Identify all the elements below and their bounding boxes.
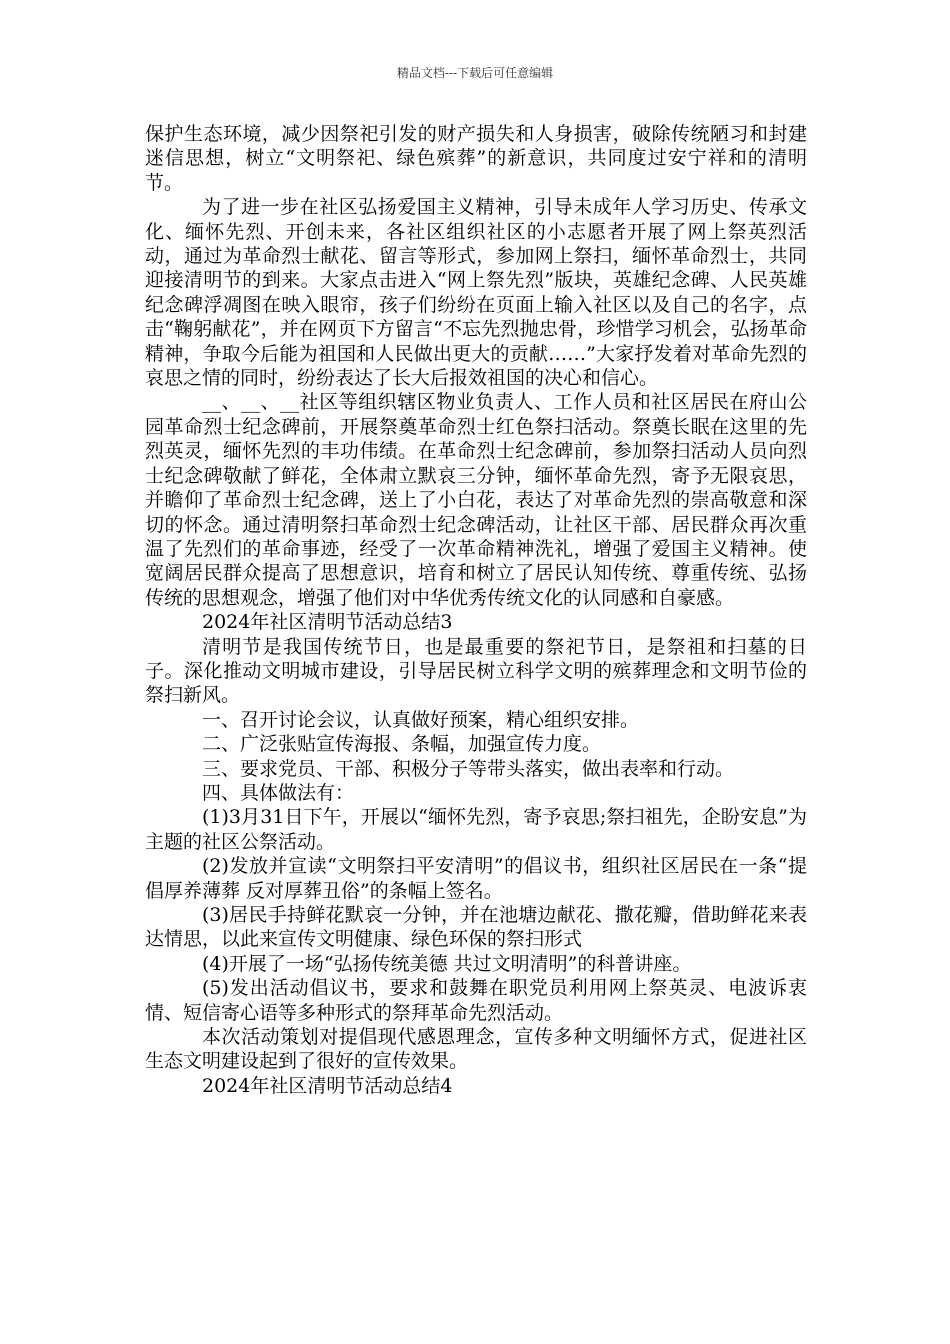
list-item: (3)居民手持鲜花默哀一分钟，并在池塘边献花、撒花瓣，借助鲜花来表达情思，以此来宣传文明健康、绿色环保的祭扫形式 (145, 904, 807, 951)
paragraph: 保护生态环境，减少因祭祀引发的财产损失和人身损害，破除传统陋习和封建迷信思想，树立“文明祭祀、绿色殡葬”的新意识，共同度过安宁祥和的清明节。 (145, 123, 807, 194)
list-item: 一、召开讨论会议，认真做好预案，精心组织安排。 (202, 708, 640, 731)
list-item: (2)发放并宣读“文明祭扫平安清明”的倡议书，组织社区居民在一条“提倡厚养薄葬 反对厚葬丑俗”的条幅上签名。 (145, 855, 807, 902)
document-body (145, 122, 807, 1098)
list-item: 二、广泛张贴宣传海报、条幅，加强宣传力度。 (202, 733, 602, 756)
page-header: 精品文档---下载后可任意编辑 (396, 66, 554, 80)
paragraph: __、__、__社区等组织辖区物业负责人、工作人员和社区居民在府山公园革命烈士纪念碑前，开展祭奠革命烈士红色祭扫活动。祭奠长眠在这里的先烈英灵，缅怀先烈的丰功伟绩。在革命烈士纪念碑前，参加祭扫活动人员向烈士纪念碑敬献了鲜花，全体肃立默哀三分钟，缅怀革命先烈，寄予无限哀思，并瞻仰了革命烈士纪念碑，送上了小白花，表达了对革命先烈的崇高敬意和深切的怀念。通过清明祭扫革命烈士纪念碑活动，让社区干部、居民群众再次重温了先烈们的革命事迹，经受了一次革命精神洗礼，增强了爱国主义精神。使宽阔居民群众提高了思想意识，培育和树立了居民认知传统、尊重传统、弘扬传统的思想观念，增强了他们对中华优秀传统文化的认同感和自豪感。 (145, 391, 807, 609)
list-item: 四、具体做法有： (202, 781, 355, 804)
list-item: 三、要求党员、干部、积极分子等带头落实，做出表率和行动。 (202, 757, 735, 780)
paragraph: 为了进一步在社区弘扬爱国主义精神，引导未成年人学习历史、传承文化、缅怀先烈、开创未来，各社区组织社区的小志愿者开展了网上祭英烈活动，通过为革命烈士献花、留言等形式，参加网上祭扫，缅怀革命烈士，共同迎接清明节的到来。大家点击进入“网上祭先烈”版块，英雄纪念碑、人民英雄纪念碑浮凋图在映入眼帘，孩子们纷纷在页面上输入社区以及自己的名字，点击“鞠躬献花”，并在网页下方留言“不忘先烈抛忠骨，珍惜学习机会，弘扬革命精神，争取今后能为祖国和人民做出更大的贡献……”大家抒发着对革命先烈的哀思之情的同时，纷纷表达了长大后报效祖国的决心和信心。 (145, 196, 807, 390)
list-item: (5)发出活动倡议书，要求和鼓舞在职党员利用网上祭英灵、电波诉衷情、短信寄心语等多种形式的祭拜革命先烈活动。 (145, 977, 807, 1024)
paragraph: 本次活动策划对提倡现代感恩理念，宣传多种文明缅怀方式，促进社区生态文明建设起到了很好的宣传效果。 (145, 1026, 807, 1073)
section-title: 2024年社区清明节活动总结3 (202, 611, 453, 634)
paragraph: 清明节是我国传统节日，也是最重要的祭祀节日，是祭祖和扫墓的日子。深化推动文明城市建设，引导居民树立科学文明的殡葬理念和文明节俭的祭扫新风。 (145, 635, 807, 707)
section-title: 2024年社区清明节活动总结4 (202, 1074, 453, 1097)
list-item: (1)3月31日下午，开展以“缅怀先烈，寄予哀思;祭扫祖先，企盼安息”为主题的社区公祭活动。 (145, 806, 807, 853)
list-item: (4)开展了一场“弘扬传统美德 共过文明清明”的科普讲座。 (202, 952, 692, 975)
